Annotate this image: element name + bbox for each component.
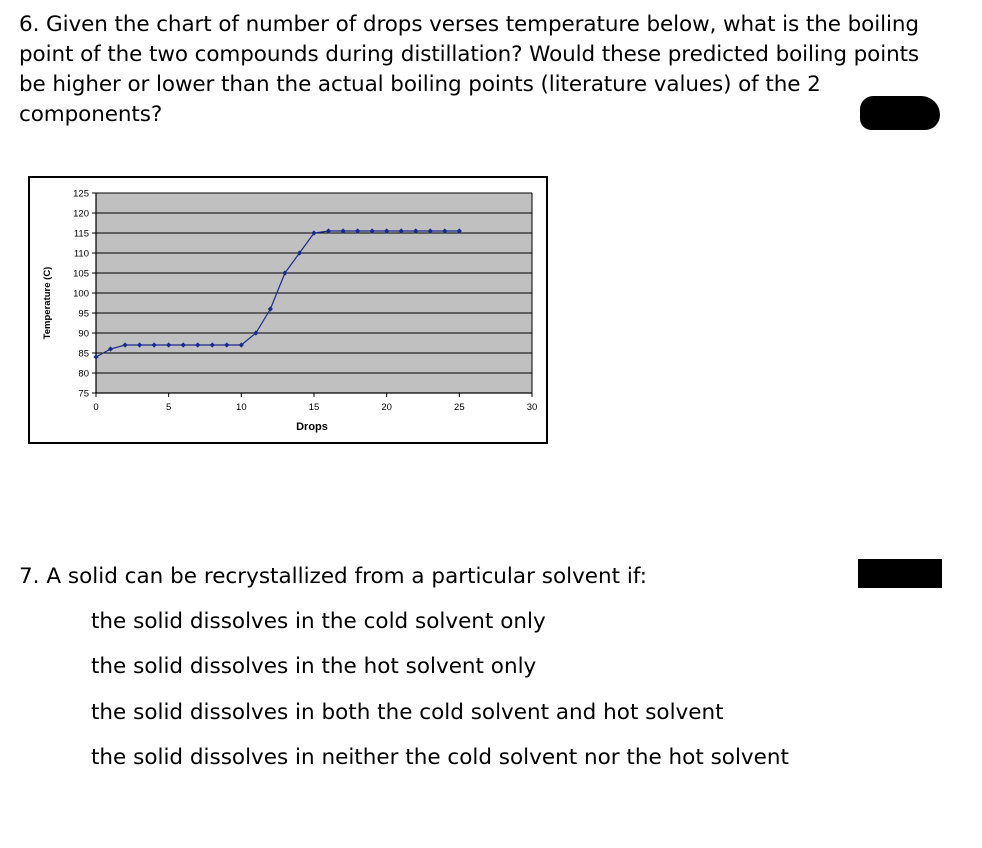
y-tick-label: 80 bbox=[78, 368, 89, 380]
y-tick-label: 75 bbox=[78, 388, 89, 400]
y-tick-label: 120 bbox=[73, 208, 89, 220]
x-tick-label: 15 bbox=[308, 402, 320, 413]
answer-option-4: the solid dissolves in neither the cold solvent nor the hot solvent bbox=[91, 745, 789, 770]
x-tick-label: 5 bbox=[166, 402, 172, 413]
y-tick-label: 100 bbox=[73, 288, 89, 300]
x-tick-label: 0 bbox=[93, 402, 99, 413]
redaction-mark bbox=[860, 96, 940, 130]
y-tick-labels bbox=[73, 189, 96, 400]
chart-svg bbox=[30, 178, 546, 442]
x-axis-label: Drops bbox=[296, 421, 328, 433]
y-tick-label: 115 bbox=[73, 228, 89, 240]
y-axis-label: Temperature (C) bbox=[42, 266, 53, 340]
question-6-text: 6. Given the chart of number of drops verses temperature below, what is the boiling point of the two compounds during distillation? Would these predicted boiling points be higher or lower than the actual boiling points (literature values) of the 2 components? bbox=[19, 12, 920, 127]
y-tick-label: 105 bbox=[73, 268, 89, 280]
redaction-mark bbox=[858, 559, 942, 588]
x-tick-label: 25 bbox=[454, 402, 465, 413]
x-tick-labels bbox=[93, 393, 537, 413]
answer-option-1: the solid dissolves in the cold solvent only bbox=[91, 609, 546, 634]
x-tick-label: 10 bbox=[236, 402, 247, 413]
y-tick-label: 125 bbox=[73, 188, 89, 200]
x-tick-label: 30 bbox=[526, 402, 538, 413]
y-tick-label: 90 bbox=[78, 328, 89, 340]
y-tick-label: 110 bbox=[73, 248, 89, 260]
answer-option-3: the solid dissolves in both the cold solvent and hot solvent bbox=[91, 700, 724, 725]
y-tick-label: 95 bbox=[78, 308, 89, 320]
y-tick-label: 85 bbox=[78, 348, 89, 360]
distillation-chart bbox=[28, 176, 548, 444]
answer-option-2: the solid dissolves in the hot solvent only bbox=[91, 654, 537, 679]
x-tick-label: 20 bbox=[381, 402, 392, 413]
question-7-text: 7. A solid can be recrystallized from a particular solvent if: bbox=[19, 564, 647, 589]
